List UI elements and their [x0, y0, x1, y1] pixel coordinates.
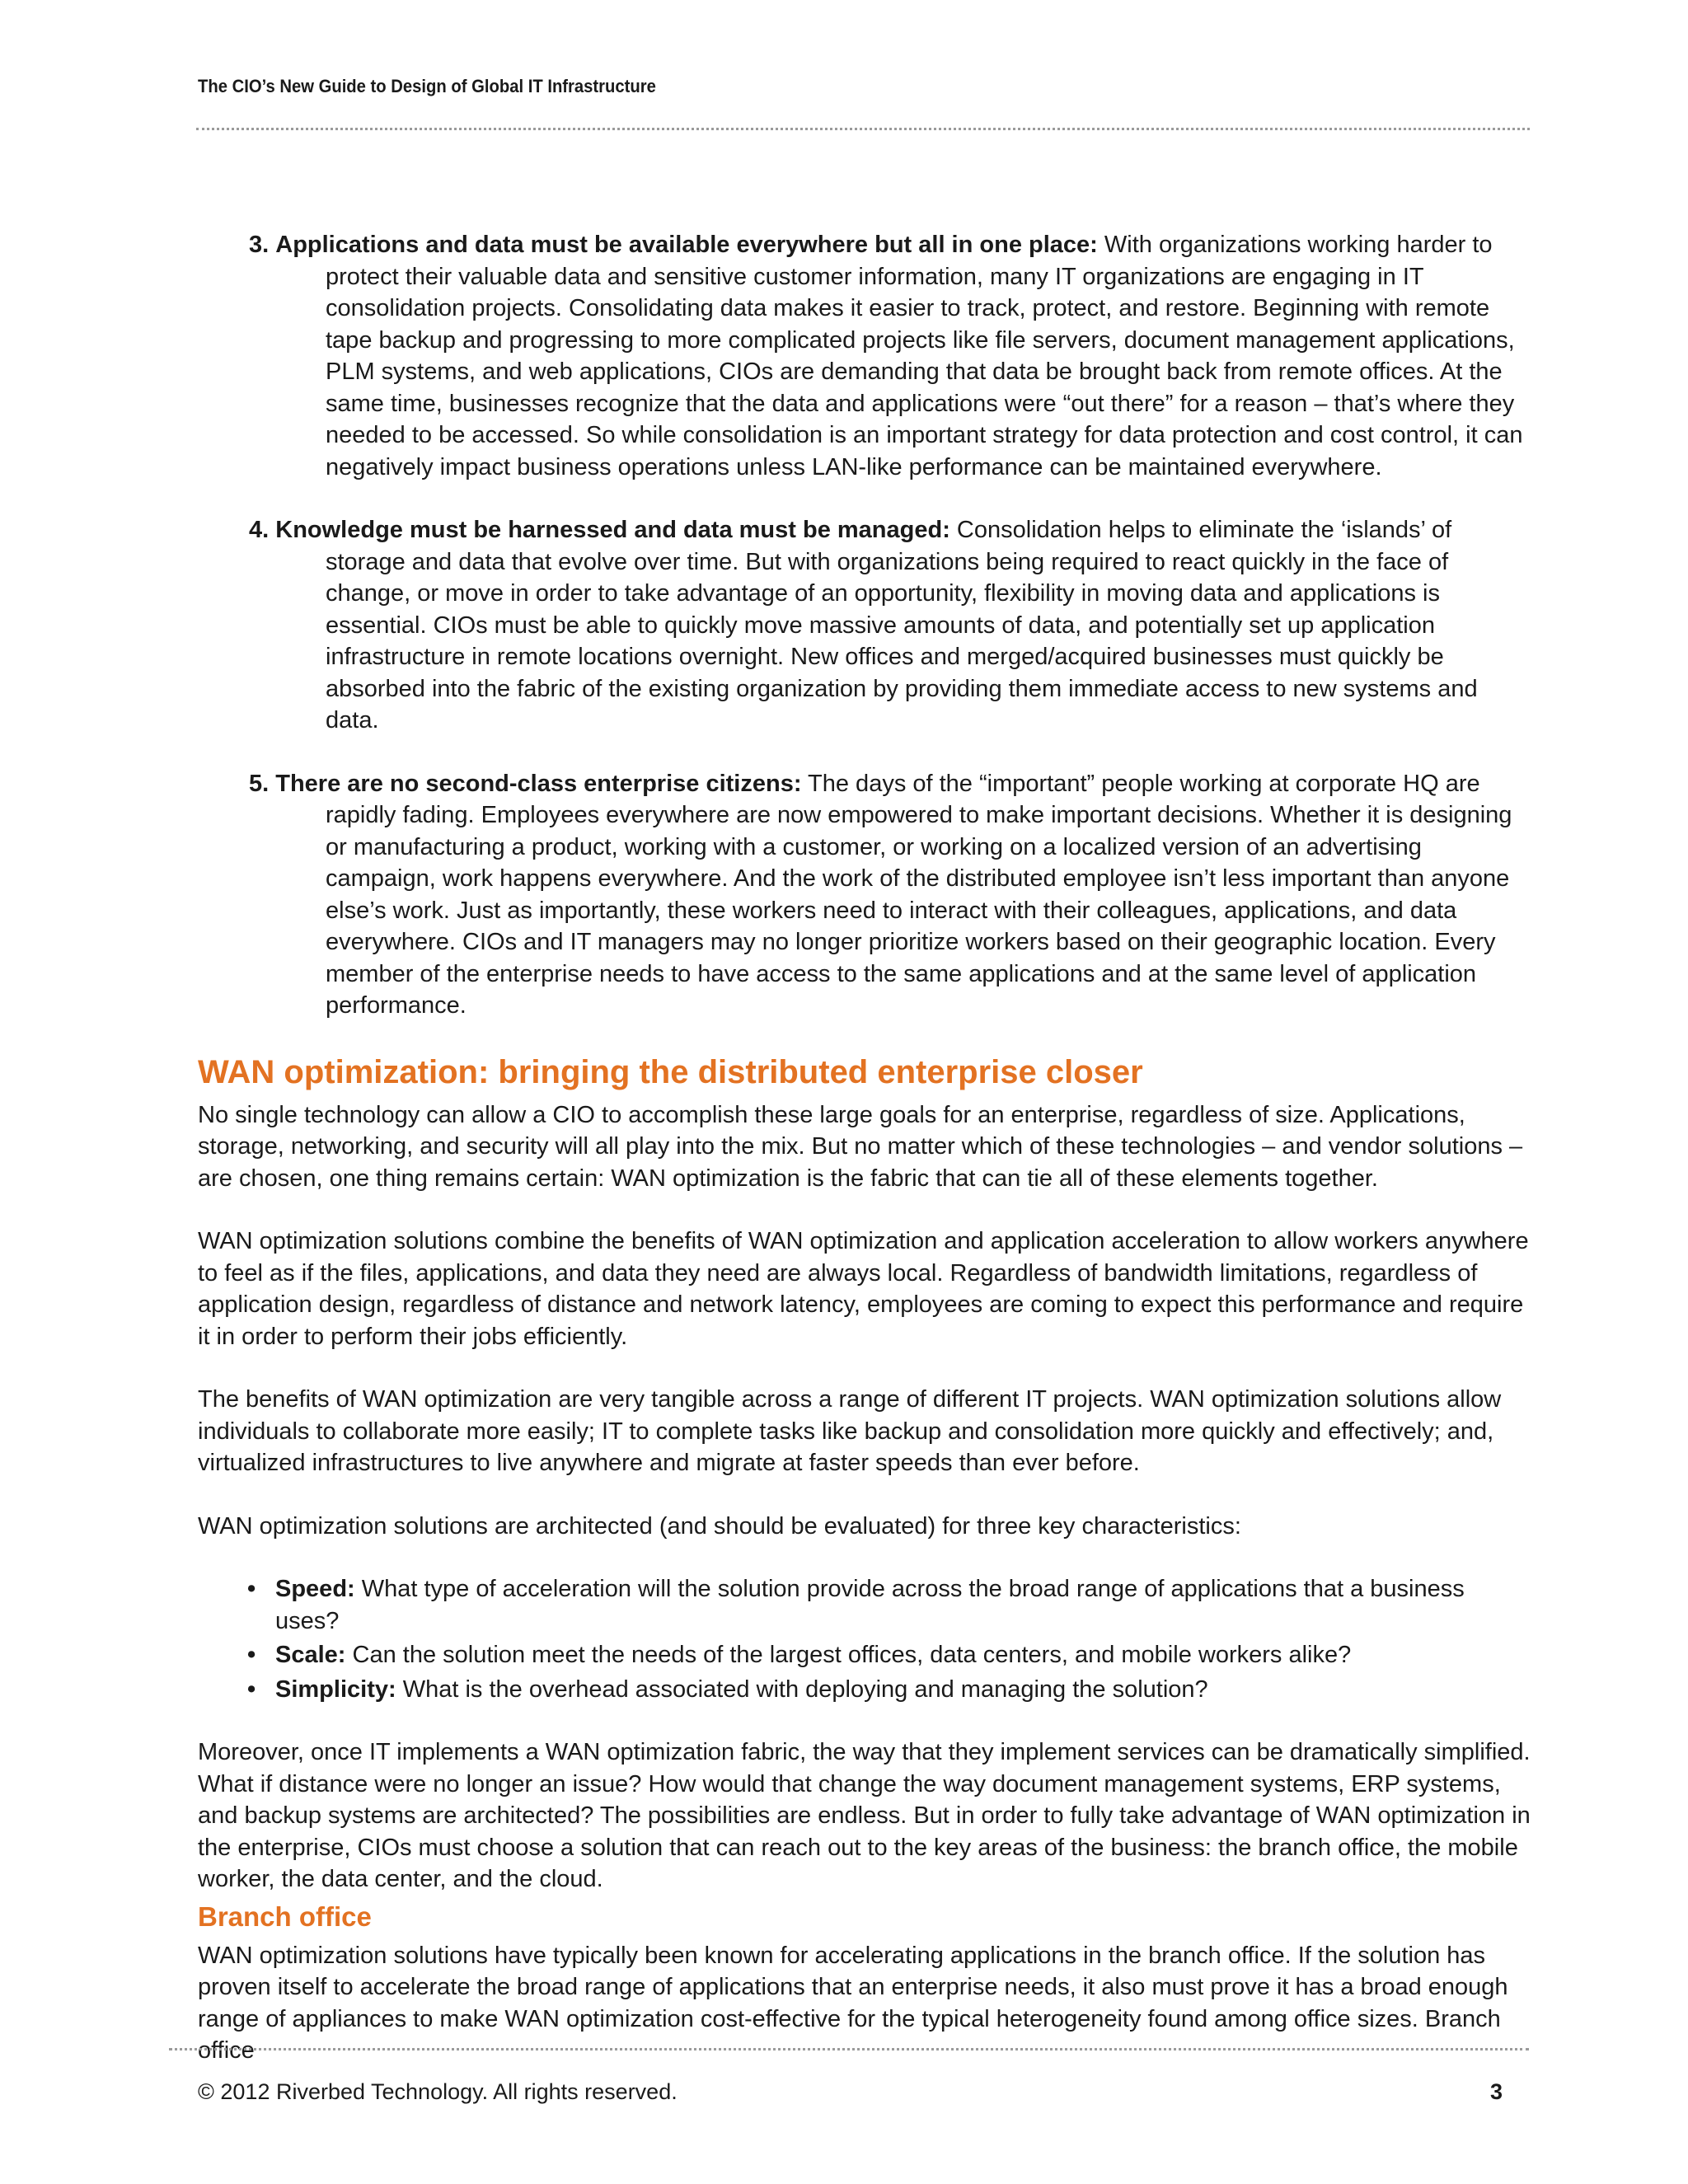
bullet-item [247, 1573, 1533, 1637]
bullet-text: What type of acceleration will the solution provide across the broad range of applications that a business uses? [275, 1576, 1465, 1634]
item-text: The days of the “important” people working at corporate HQ are rapidly fading. Employees everywhere are now empowered to make important decisions. Whether it is designing or manufacturing a product, working with a customer, or working on a localized version of an advertising campaign, work happens everywhere. And the work of the distributed employee isn’t less important than anyone else’s work. Just as importantly, these workers need to interact with their colleagues, applications, and data everywhere. CIOs and IT managers may no longer prioritize workers based on their geographic location. Every member of the enterprise needs to have access to the same applications and at the same level of application performance. [326, 770, 1512, 1019]
subsection-heading: Branch office [198, 1900, 372, 1932]
item-number: 3. [249, 232, 270, 258]
bullet-item [247, 1674, 1533, 1706]
running-header: The CIO’s New Guide to Design of Global IT Infrastructure [198, 76, 656, 96]
item-number: 5. [249, 770, 270, 797]
bullet-icon: • [247, 1576, 256, 1602]
bullet-item [247, 1639, 1533, 1671]
footer-divider [169, 2048, 1529, 2050]
item-number: 4. [249, 517, 270, 543]
numbered-list [198, 229, 1533, 1022]
bullet-lead: Speed: [275, 1576, 355, 1602]
item-lead: Applications and data must be available everywhere but all in one place: [275, 232, 1098, 258]
item-lead: There are no second-class enterprise citizens: [275, 770, 802, 797]
list-item [198, 229, 1533, 483]
page-body [198, 229, 1533, 2067]
paragraph: No single technology can allow a CIO to accomplish these large goals for an enterprise, regardless of size. Applications, storage, networking, and security will all play into the mix. But no matter which of these technologies – and vendor solutions – are chosen, one thing remains certain: WAN optimization is the fabric that can tie all of these elements together. [198, 1101, 1523, 1192]
bullet-text: What is the overhead associated with deploying and managing the solution? [396, 1675, 1208, 1703]
paragraph: WAN optimization solutions are architected (and should be evaluated) for three key characteristics: [198, 1512, 1241, 1540]
bullet-icon: • [247, 1642, 256, 1668]
paragraph: WAN optimization solutions have typically been known for accelerating applications in the branch office. If the solution has proven itself to accelerate the broad range of applications that an enterprise needs, it also must prove it has a broad enough range of appliances to make WAN optimization cost-effective for the typical heterogeneity found among office sizes. Branch office [198, 1942, 1508, 2064]
item-lead: Knowledge must be harnessed and data must be managed: [275, 517, 950, 543]
bullet-lead: Simplicity: [275, 1675, 396, 1703]
item-text: With organizations working harder to protect their valuable data and sensitive customer information, many IT organizations are engaging in IT consolidation projects. Consolidating data makes it easier to track, protect, and restore. Beginning with remote tape backup and progressing to more complicated projects like file servers, document management applications, PLM systems, and web applications, CIOs are demanding that data be brought back from remote offices. At the same time, businesses recognize that the data and applications were “out there” for a reason – that’s where they needed to be accessed. So while consolidation is an important strategy for data protection and cost control, it can negatively impact business operations unless LAN-like performance can be maintained everywhere. [326, 232, 1523, 480]
bullet-list [198, 1573, 1533, 1705]
page-number: 3 [1490, 2079, 1503, 2104]
paragraph: Moreover, once IT implements a WAN optimization fabric, the way that they implement services can be dramatically simplified. What if distance were no longer an issue? How would that change the way document management systems, ERP systems, and backup systems are architected? The possibilities are endless. But in order to fully take advantage of WAN optimization in the enterprise, CIOs must choose a solution that can reach out to the key areas of the business: the branch office, the mobile worker, the data center, and the cloud. [198, 1739, 1531, 1892]
list-item [198, 514, 1533, 737]
list-item [198, 768, 1533, 1022]
paragraph: WAN optimization solutions combine the benefits of WAN optimization and application acceleration to allow workers anywhere to feel as if the files, applications, and data they need are always local. Regardless of bandwidth limitations, regardless of application design, regardless of distance and network latency, employees are coming to expect this performance and require it in order to perform their jobs efficiently. [198, 1228, 1529, 1350]
copyright-notice: © 2012 Riverbed Technology. All rights reserved. [198, 2079, 678, 2104]
item-text: Consolidation helps to eliminate the ‘islands’ of storage and data that evolve over time. But with organizations being required to react quickly in the face of change, or move in order to take advantage of an opportunity, flexibility in moving data and applications is essential. CIOs must be able to quickly move massive amounts of data, and potentially set up application infrastructure in remote locations overnight. New offices and merged/acquired businesses must quickly be absorbed into the fabric of the existing organization by providing them immediate access to new systems and data. [326, 517, 1478, 733]
section-heading: WAN optimization: bringing the distributed enterprise closer [198, 1053, 1143, 1090]
bullet-lead: Scale: [275, 1642, 346, 1668]
bullet-text: Can the solution meet the needs of the largest offices, data centers, and mobile workers alike? [345, 1642, 1352, 1668]
paragraph: The benefits of WAN optimization are very tangible across a range of different IT projects. WAN optimization solutions allow individuals to collaborate more easily; IT to complete tasks like backup and consolidation more quickly and effectively; and, virtualized infrastructures to live anywhere and migrate at faster speeds than ever before. [198, 1386, 1502, 1476]
bullet-icon: • [247, 1675, 256, 1703]
header-divider [196, 128, 1530, 130]
